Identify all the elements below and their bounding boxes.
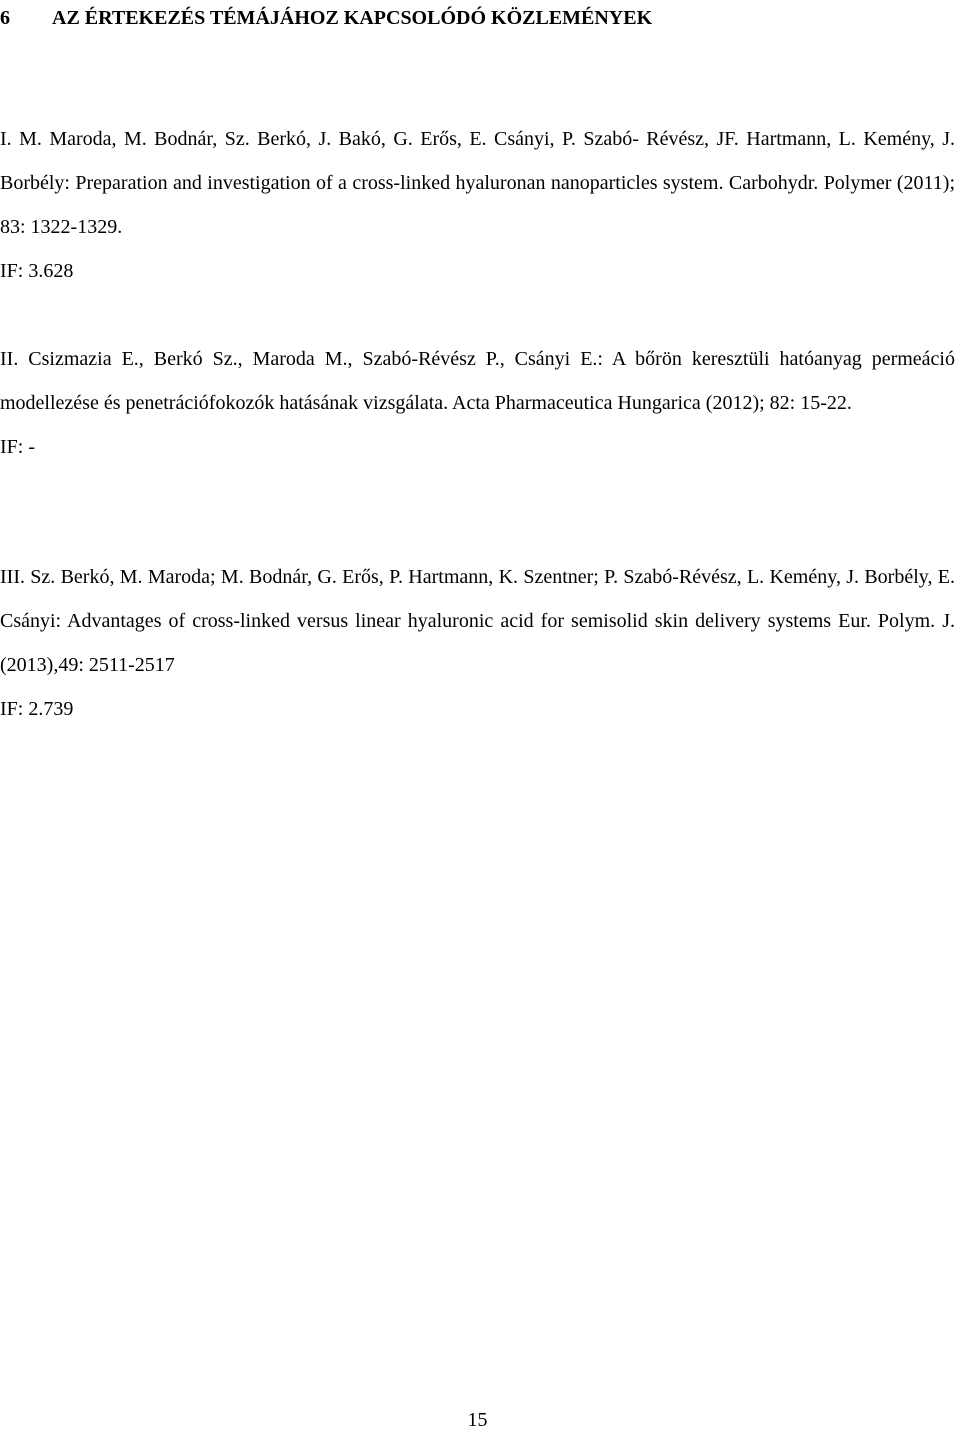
publication-entry xyxy=(0,337,955,469)
publication-citation: II. Csizmazia E., Berkó Sz., Maroda M., Szabó-Révész P., Csányi E.: A bőrön keresztüli hatóanyag permeáció modellezése és penetrációfokozók hatásának vizsgálata. Acta Pharmaceutica Hungarica (2012); 82: 15-22. xyxy=(0,348,955,414)
publication-citation: I. M. Maroda, M. Bodnár, Sz. Berkó, J. Bakó, G. Erős, E. Csányi, P. Szabó- Révész, JF. Hartmann, L. Kemény, J. Borbély: Preparation and investigation of a cross-linked hyaluronan nanoparticles system. Carbohydr. Polymer (2011); 83: 1322-1329. xyxy=(0,128,955,238)
impact-factor: IF: 2.739 xyxy=(0,698,74,720)
impact-factor: IF: - xyxy=(0,436,35,458)
publication-entry xyxy=(0,555,955,731)
section-title: AZ ÉRTEKEZÉS TÉMÁJÁHOZ KAPCSOLÓDÓ KÖZLEMÉNYEK xyxy=(52,7,653,29)
section-heading xyxy=(0,4,652,32)
page-number: 15 xyxy=(467,1409,488,1431)
publication-entry xyxy=(0,117,955,293)
impact-factor: IF: 3.628 xyxy=(0,260,74,282)
publication-citation: III. Sz. Berkó, M. Maroda; M. Bodnár, G. Erős, P. Hartmann, K. Szentner; P. Szabó-Révész, L. Kemény, J. Borbély, E. Csányi: Advantages of cross-linked versus linear hyaluronic acid for semisolid skin delivery systems Eur. Polym. J. (2013),49: 2511-2517 xyxy=(0,566,955,676)
section-number: 6 xyxy=(0,7,10,29)
